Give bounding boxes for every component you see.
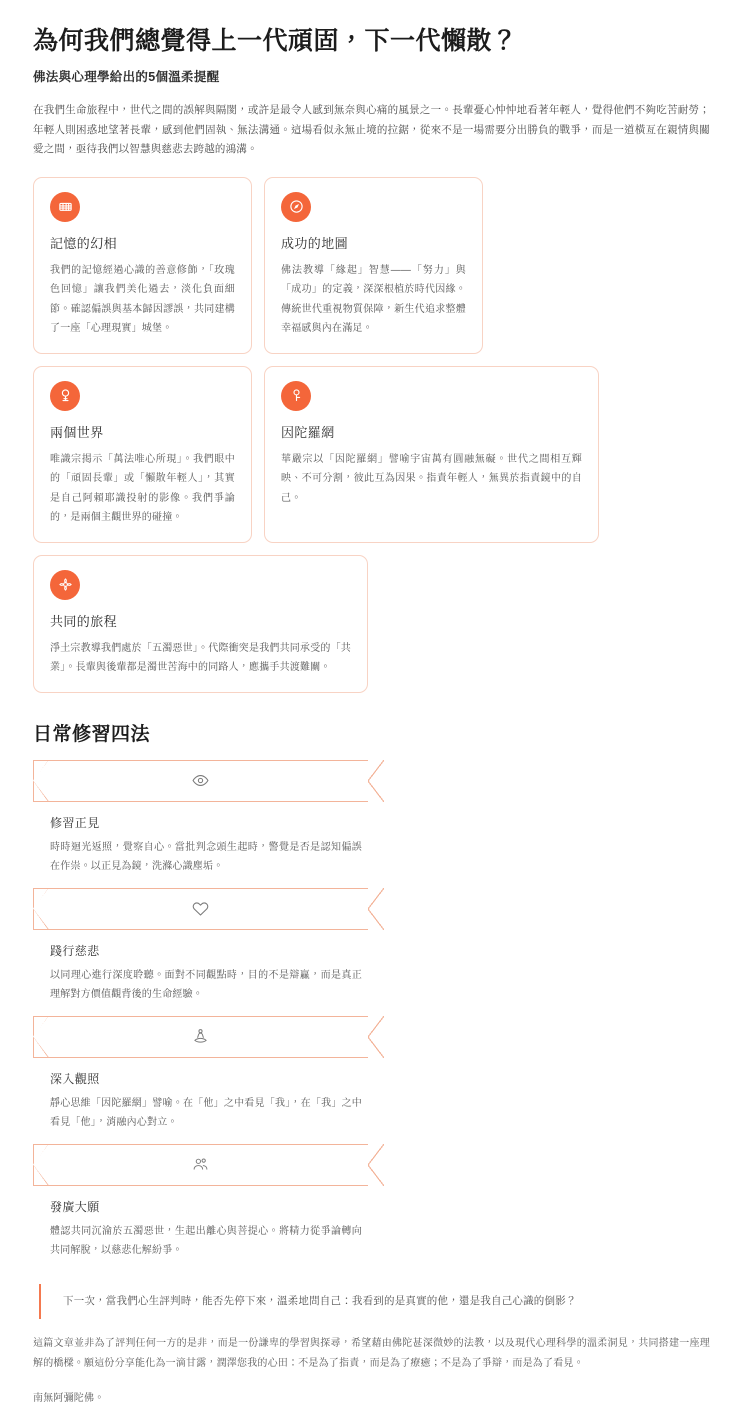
insight-card-body: 華嚴宗以「因陀羅網」譬喻宇宙萬有圓融無礙。世代之間相互輝映、不可分割，彼此互為因果。指責年輕人，無異於指責鏡中的自己。 <box>281 453 582 504</box>
practice-body: 靜心思維「因陀羅網」譬喻。在「他」之中看見「我」，在「我」之中看見「他」，消融內心對立。 <box>50 1097 362 1128</box>
insight-card-body: 佛法教導「緣起」智慧——「努力」與「成功」的定義，深深根植於時代因緣。傳統世代重視物質保障，新生代追求整體幸福感與內在滿足。 <box>281 264 466 335</box>
projector-icon <box>50 381 80 411</box>
practice-body: 體認共同沉淪於五濁惡世，生起出離心與菩提心。將精力從爭論轉向共同解脫，以慈悲化解紛爭。 <box>50 1225 362 1256</box>
insight-card[interactable] <box>264 366 599 543</box>
lotus-icon <box>50 570 80 600</box>
practice-item[interactable] <box>33 760 368 876</box>
insight-card[interactable] <box>33 366 252 543</box>
intro-paragraph: 在我們生命旅程中，世代之間的誤解與隔閡，或許是最令人感到無奈與心痛的風景之一。長輩憂心忡忡地看著年輕人，覺得他們不夠吃苦耐勞；年輕人則困惑地望著長輩，感到他們固執、無法溝通。這場看似永無止境的拉鋸，從來不是一場需要分出勝負的戰爭，而是一道橫亙在親情與關愛之間，亟待我們以智慧與慈悲去跨越的鴻溝。 <box>33 104 710 156</box>
compass-icon <box>281 192 311 222</box>
signoff-text: 南無阿彌陀佛。 <box>33 1393 105 1404</box>
insight-card-title: 記憶的幻相 <box>50 235 118 251</box>
gem-node-icon <box>281 381 311 411</box>
practice-banner <box>33 888 368 930</box>
insight-card-body: 我們的記憶經過心識的善意修飾，「玫瑰色回憶」讓我們美化過去，淡化負面細節。確認偏誤與基本歸因謬誤，共同建構了一座「心理現實」城堡。 <box>50 264 235 335</box>
eye-icon <box>192 772 209 789</box>
practice-body: 時時迴光返照，覺察自心。當批判念頭生起時，警覺是否是認知偏誤在作祟。以正見為鏡，洗滌心識塵垢。 <box>50 841 362 872</box>
practice-banner <box>33 1016 368 1058</box>
insight-card[interactable] <box>264 177 483 354</box>
practice-section-title: 日常修習四法 <box>33 723 151 745</box>
practice-item[interactable] <box>33 1016 368 1132</box>
practice-title: 發廣大願 <box>50 1199 100 1214</box>
closing-paragraph: 這篇文章並非為了評判任何一方的是非，而是一份謙卑的學習與探尋，希望藉由佛陀甚深微妙的法教，以及現代心理科學的溫柔洞見，共同搭建一座理解的橋樑。願這份分享能化為一滴甘露，潤澤您我的心田：不是為了指責，而是為了療癒；不是為了爭辯，而是為了看見。 <box>33 1338 710 1369</box>
insight-card-body: 唯識宗揭示「萬法唯心所現」。我們眼中的「頑固長輩」或「懶散年輕人」，其實是自己阿賴耶識投射的影像。我們爭論的，是兩個主觀世界的碰撞。 <box>50 453 235 524</box>
insight-card-title: 因陀羅網 <box>281 424 335 440</box>
practice-title: 修習正見 <box>50 815 100 830</box>
meditation-icon <box>192 1028 209 1045</box>
pull-quote: 下一次，當我們心生評判時，能否先停下來，溫柔地問自己：我看到的是真實的他，還是我自己心識的倒影？ <box>39 1284 710 1320</box>
practice-body: 以同理心進行深度聆聽。面對不同觀點時，目的不是辯贏，而是真正理解對方價值觀背後的生命經驗。 <box>50 969 362 1000</box>
insight-card-grid <box>33 177 710 693</box>
memory-chip-icon <box>50 192 80 222</box>
heart-icon <box>192 900 209 917</box>
insight-card[interactable] <box>33 555 368 693</box>
insight-card-body: 淨土宗教導我們處於「五濁惡世」。代際衝突是我們共同承受的「共業」。長輩與後輩都是濁世苦海中的同路人，應攜手共渡難關。 <box>50 642 351 674</box>
practice-item[interactable] <box>33 1144 368 1260</box>
insight-card-title: 共同的旅程 <box>50 613 118 629</box>
insight-card-title: 兩個世界 <box>50 424 104 440</box>
insight-card-title: 成功的地圖 <box>281 235 349 251</box>
people-icon <box>192 1156 209 1173</box>
practice-title: 踐行慈悲 <box>50 943 100 958</box>
practice-grid <box>33 760 710 1260</box>
page-subtitle: 佛法與心理學給出的5個溫柔提醒 <box>33 70 220 85</box>
practice-title: 深入觀照 <box>50 1071 100 1086</box>
insight-card[interactable] <box>33 177 252 354</box>
practice-banner <box>33 760 368 802</box>
page-title: 為何我們總覺得上一代頑固，下一代懶散？ <box>33 27 518 55</box>
practice-banner <box>33 1144 368 1186</box>
practice-item[interactable] <box>33 888 368 1004</box>
